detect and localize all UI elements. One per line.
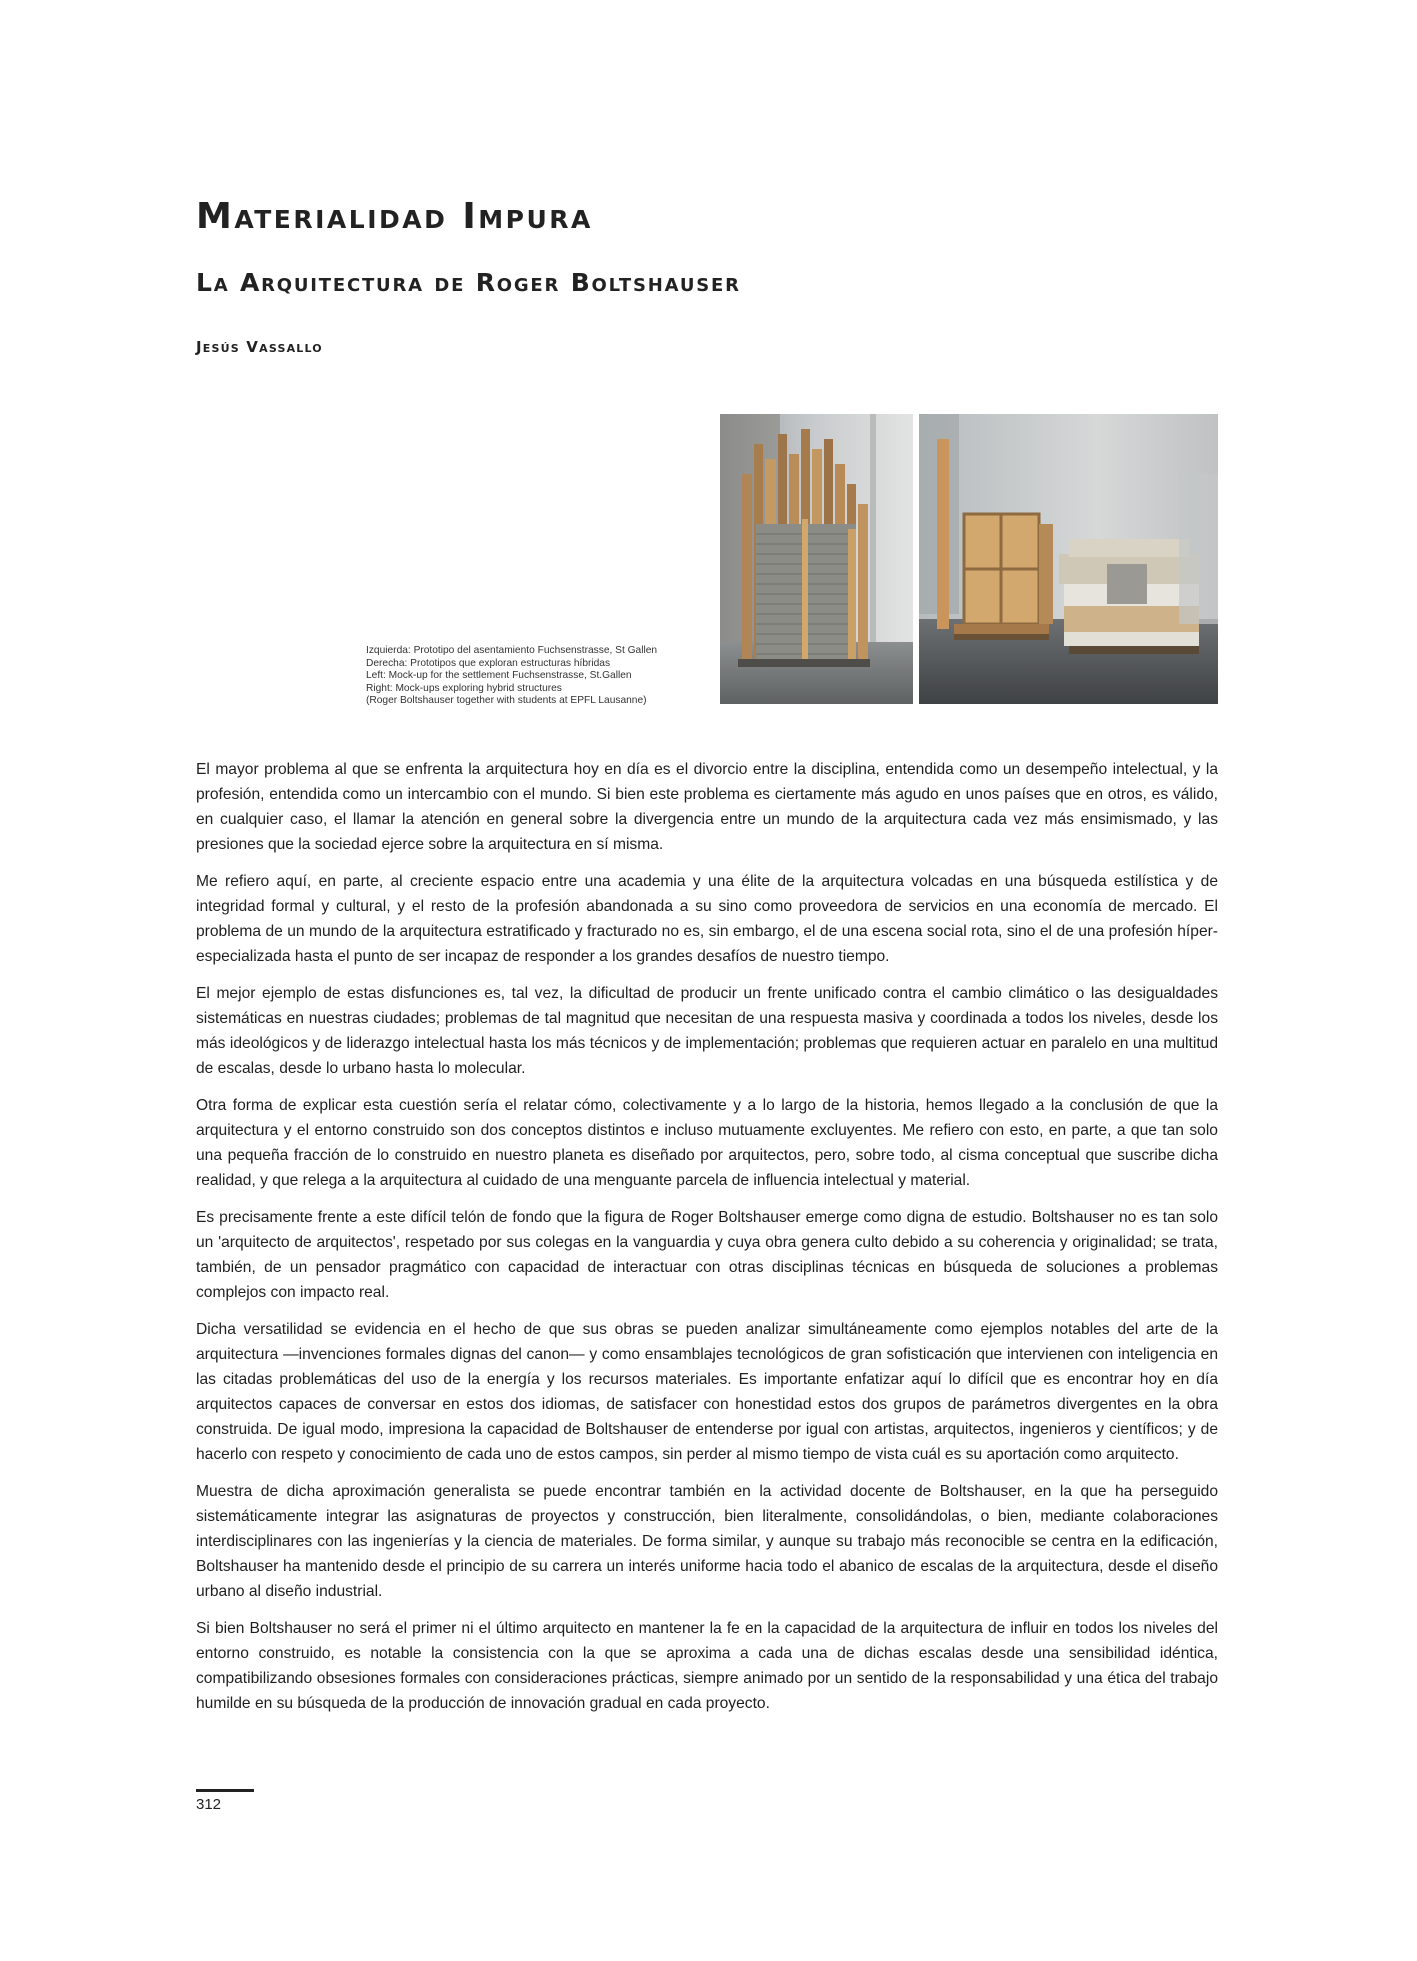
body-paragraph: Es precisamente frente a este difícil telón de fondo que la figura de Roger Boltshauser emerge como digna de estudio. Boltshauser no es tan solo un 'arquitecto de arquitectos', respetado por sus colegas en la vanguardia y cuya obra genera culto debido a su coherencia y originalidad; se trata, también, de un pensador pragmático con capacidad de interactuar con otras disciplinas técnicas en búsqueda de soluciones a problemas complejos con impacto real. — [196, 1209, 1218, 1301]
article-body — [196, 757, 1218, 1728]
article-subtitle: La Arquitectura de Roger Boltshauser — [196, 268, 741, 297]
article-title: Materialidad Impura — [196, 196, 593, 237]
body-paragraph: Muestra de dicha aproximación generalista se puede encontrar también en la actividad docente de Boltshauser, en la que ha perseguido sistemáticamente integrar las asignaturas de proyectos y construcción, bien literalmente, consolidándolas, o bien, mediante colaboraciones interdisciplinares con las ingenierías y la ciencia de materiales. De forma similar, y aunque su trabajo más reconocible se centra en la edificación, Boltshauser ha mantenido desde el principio de su carrera un interés uniforme hacia todo el abanico de escalas de la arquitectura, desde el diseño urbano al diseño industrial. — [196, 1483, 1218, 1600]
page-number: 312 — [196, 1796, 222, 1813]
body-paragraph: Me refiero aquí, en parte, al creciente espacio entre una academia y una élite de la arquitectura volcadas en una búsqueda estilística y de integridad formal y cultural, y el resto de la profesión abandonada a su sino como proveedora de servicios en una economía de mercado. El problema de un mundo de la arquitectura estratificado y fracturado no es, sin embargo, el de una escena social rota, sino el de una profesión híper-especializada hasta el punto de ser incapaz de responder a los grandes desafíos de nuestro tiempo. — [196, 873, 1218, 965]
figure-caption — [366, 645, 726, 708]
author-name: Jesús Vassallo — [196, 338, 323, 356]
caption-line: Izquierda: Prototipo del asentamiento Fuchsenstrasse, St Gallen — [366, 645, 658, 656]
body-paragraph: Si bien Boltshauser no será el primer ni el último arquitecto en mantener la fe en la capacidad de la arquitectura de influir en todos los niveles del entorno construido, es notable la consistencia con la que se aproxima a cada una de dichas escalas desde una sensibilidad idéntica, compatibilizando obsesiones formales con consideraciones prácticas, siempre animado por un sentido de la responsabilidad y una ética del trabajo humilde en su búsqueda de la producción de innovación gradual en cada proyecto. — [196, 1620, 1218, 1712]
photo-mockup-fuchsenstrasse — [720, 414, 913, 704]
body-paragraph: Dicha versatilidad se evidencia en el hecho de que sus obras se pueden analizar simultáneamente como ejemplos notables del arte de la arquitectura —invenciones formales dignas del canon— y como ensamblajes tecnológicos de gran sofisticación que intervienen con inteligencia en las citadas problemáticas del uso de la energía y los recursos materiales. Es importante enfatizar aquí lo difícil que es encontrar hoy en día arquitectos capaces de conversar en estos dos idiomas, de satisfacer con honestidad estos dos grupos de parámetros divergentes en la obra construida. De igual modo, impresiona la capacidad de Boltshauser de entenderse por igual con artistas, arquitectos, ingenieros y científicos; y de hacerlo con respeto y conocimiento de cada uno de estos campos, sin perder al mismo tiempo de vista cuál es su aportación como arquitecto. — [196, 1321, 1218, 1463]
caption-line: Derecha: Prototipos que exploran estructuras híbridas — [366, 657, 611, 669]
caption-line: Right: Mock-ups exploring hybrid structures — [366, 682, 562, 694]
footer-rule — [196, 1789, 254, 1792]
body-paragraph: El mayor problema al que se enfrenta la arquitectura hoy en día es el divorcio entre la disciplina, entendida como un desempeño intelectual, y la profesión, entendida como un intercambio con el mundo. Si bien este problema es ciertamente más agudo en unos países que en otros, es válido, en cualquier caso, el llamar la atención en general sobre la divergencia entre un mundo de la arquitectura cada vez más ensimismado, y las presiones que la sociedad ejerce sobre la arquitectura en sí misma. — [196, 761, 1218, 853]
caption-line: Left: Mock-up for the settlement Fuchsenstrasse, St.Gallen — [366, 670, 632, 682]
caption-line: (Roger Boltshauser together with students at EPFL Lausanne) — [366, 695, 647, 707]
body-paragraph: Otra forma de explicar esta cuestión sería el relatar cómo, colectivamente y a lo largo de la historia, hemos llegado a la conclusión de que la arquitectura y el entorno construido son dos conceptos distintos e incluso mutuamente excluyentes. Me refiero con esto, en parte, a que tan solo una pequeña fracción de lo construido en nuestro planeta es diseñado por arquitectos, pero, sobre todo, al cisma conceptual que suscribe dicha realidad, y que relega a la arquitectura al cuidado de una menguante parcela de influencia intelectual y material. — [196, 1097, 1218, 1189]
body-paragraph: El mejor ejemplo de estas disfunciones es, tal vez, la dificultad de producir un frente unificado contra el cambio climático o las desigualdades sistemáticas en nuestras ciudades; problemas de tal magnitud que necesitan de una respuesta masiva y coordinada a todos los niveles, desde los más ideológicos y de liderazgo intelectual hasta los más técnicos y de implementación; problemas que requieren actuar en paralelo en una multitud de escalas, desde lo urbano hasta lo molecular. — [196, 985, 1218, 1077]
photo-hybrid-mockups — [919, 414, 1218, 704]
